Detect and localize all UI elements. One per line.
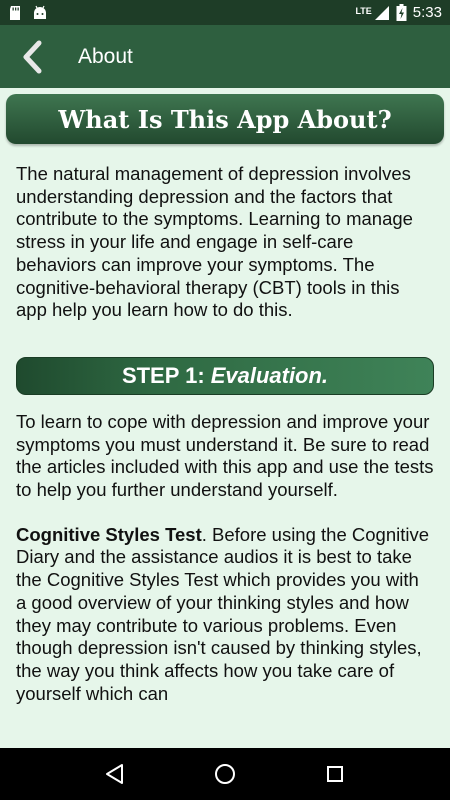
step-paragraph: To learn to cope with depression and improve your symptoms you must understand it. Be sure to read the articles included with this app and use the tests to help you further understand yourself. <box>16 410 434 501</box>
back-button[interactable] <box>0 25 64 88</box>
cognitive-text: . Before using the Cognitive Diary and the assistance audios it is best to take the Cognitive Styles Test which provides you with a good overview of your thinking styles and how they may contribute to various problems. Even though depression isn't caused by thinking styles, the way you think affects how you take care of yourself which can <box>16 523 430 704</box>
square-recents-icon <box>325 764 345 784</box>
step-banner <box>16 357 434 395</box>
nav-recents-button[interactable] <box>315 754 355 794</box>
android-icon <box>32 5 48 21</box>
nav-back-button[interactable] <box>95 754 135 794</box>
chevron-left-icon <box>21 40 43 74</box>
intro-paragraph: The natural management of depression involves understanding depression and the factors that contribute to the symptoms. Learning to manage stress in your life and engage in self-care behaviors can improve your symptoms. The cognitive-behavioral therapy (CBT) tools in this app help you learn how to do this. <box>16 163 413 321</box>
battery-charging-icon <box>396 4 407 21</box>
status-bar <box>0 0 450 25</box>
circle-home-icon <box>214 763 236 785</box>
app-bar <box>0 25 450 88</box>
triangle-back-icon <box>104 763 126 785</box>
nav-home-button[interactable] <box>205 754 245 794</box>
network-label: LTE <box>355 6 372 16</box>
step-name: Evaluation. <box>210 362 329 388</box>
cognitive-paragraph <box>0 524 450 706</box>
status-time: 5:33 <box>412 4 442 21</box>
content-scroll-area[interactable] <box>0 88 450 748</box>
app-title: About <box>78 44 133 68</box>
cognitive-title: Cognitive Styles Test <box>16 523 202 545</box>
navigation-bar <box>0 748 450 800</box>
section-header <box>6 94 444 144</box>
sd-card-icon <box>8 5 22 21</box>
signal-icon <box>374 5 390 21</box>
section-header-title: What Is This App About? <box>58 104 392 134</box>
step-label: STEP 1: <box>121 362 205 388</box>
